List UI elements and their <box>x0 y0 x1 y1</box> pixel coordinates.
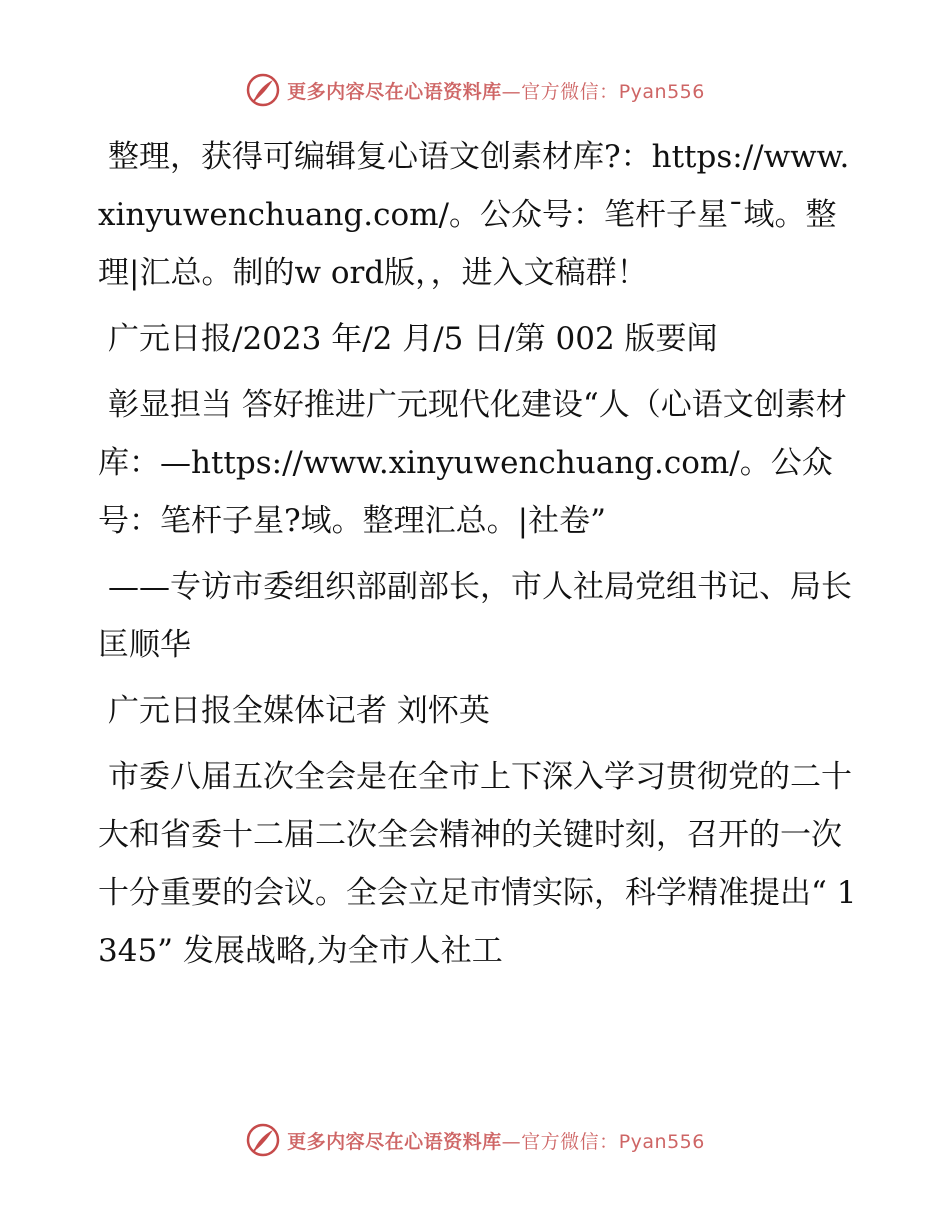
feather-pen-logo-icon <box>245 72 281 108</box>
article-title: 彰显担当 答好推进广元现代化建设“人（心语文创素材库：—https://www.xinyuwenchuang.com/。公众号：笔杆子星?域。整理汇总。|社卷” <box>98 387 847 539</box>
watermark-text: 更多内容尽在心语资料库—官方微信：Pyan556 <box>287 1130 705 1153</box>
article-subtitle: ——专访市委组织部副部长，市人社局党组书记、局长匡顺华 <box>98 569 852 663</box>
body-paragraph: 市委八届五次全会是在全市上下深入学习贯彻党的二十大和省委十二届二次全会精神的关键时刻，召开的一次十分重要的会议。全会立足市情实际，科学精准提出“ 1345” 发展战略,为全市人社工 <box>98 759 857 969</box>
reporter-byline: 广元日报全媒体记者 刘怀英 <box>108 693 490 729</box>
watermark-text: 更多内容尽在心语资料库—官方微信：Pyan556 <box>287 80 705 103</box>
source-line: 广元日报/2023 年/2 月/5 日/第 002 版要闻 <box>108 321 718 357</box>
watermark-footer <box>0 1120 950 1160</box>
document-body <box>98 128 858 988</box>
feather-pen-logo-icon <box>245 1122 281 1158</box>
intro-paragraph: 整理，获得可编辑复心语文创素材库?：https://www.xinyuwenchuang.com/。公众号：笔杆子星¯域。整理|汇总。制的w ord版，，进入文稿群！ <box>98 139 850 291</box>
watermark-header <box>0 70 950 110</box>
